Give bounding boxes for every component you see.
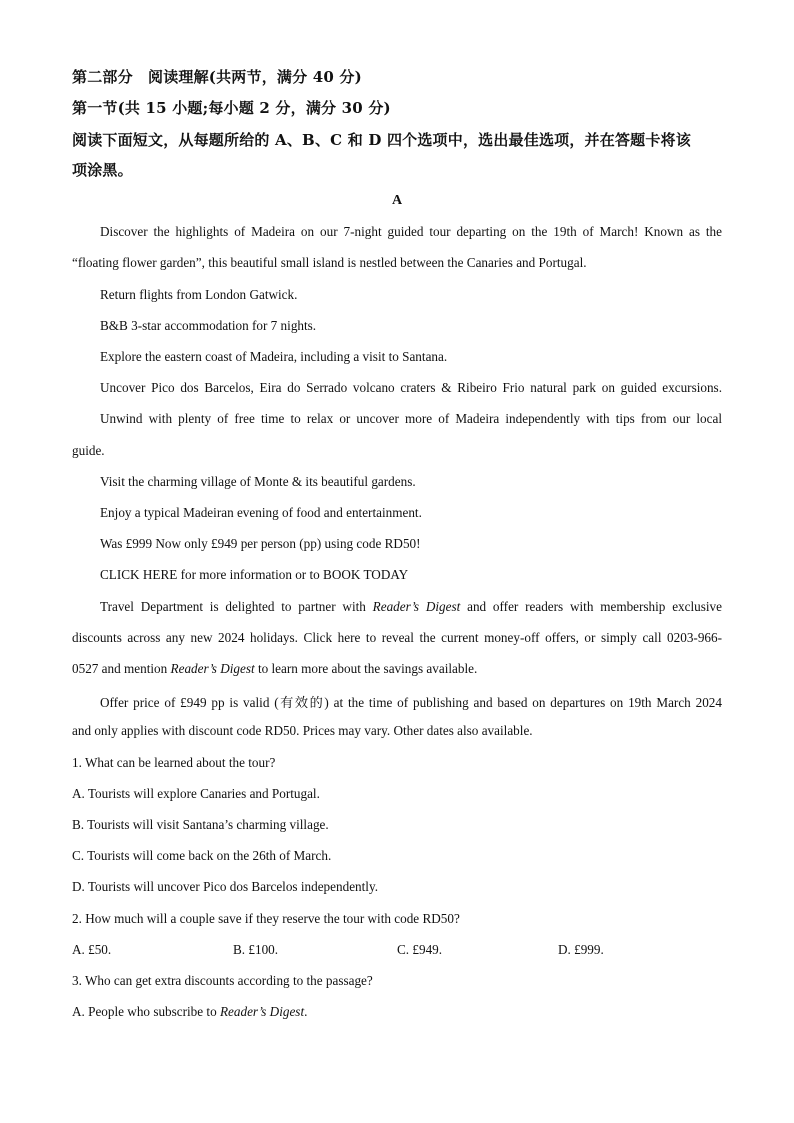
- question-2-option-d: D. £999.: [558, 942, 604, 957]
- travel-line-2: discounts across any new 2024 holidays. Click here to reveal the current money-off offers, or simply call 0203-966-: [72, 630, 722, 645]
- part-title: 第二部分 阅读理解(共两节，满分 40 分): [72, 68, 362, 86]
- question-2-stem: 2. How much will a couple save if they reserve the tour with code RD50?: [72, 911, 460, 926]
- question-1-option-b: B. Tourists will visit Santana’s charming village.: [72, 817, 329, 832]
- travel-line-1: Travel Department is delighted to partner with Reader’s Digest and offer readers with membership exclusive: [100, 599, 722, 614]
- instructions-line-1: 阅读下面短文，从每题所给的 A、B、C 和 D 四个选项中，选出最佳选项，并在答题卡将该: [72, 131, 691, 149]
- tour-item-price: Was £999 Now only £949 per person (pp) using code RD50!: [100, 536, 421, 551]
- question-1-option-d: D. Tourists will uncover Pico dos Barcelos independently.: [72, 879, 379, 894]
- tour-item-click-here: CLICK HERE for more information or to BOOK TODAY: [100, 567, 409, 582]
- question-1-option-c: C. Tourists will come back on the 26th of March.: [72, 848, 332, 863]
- instructions-line-2: 项涂黑。: [72, 161, 133, 179]
- question-2-option-a: A. £50.: [72, 942, 112, 957]
- question-2-option-b: B. £100.: [233, 942, 279, 957]
- tour-unwind-line-1: Unwind with plenty of free time to relax or uncover more of Madeira independently with tips from our local: [100, 411, 722, 426]
- tour-item-excursions: Uncover Pico dos Barcelos, Eira do Serrado volcano craters & Ribeiro Frio natural park on guided excursions.: [100, 380, 722, 395]
- passage-intro-line-2: “floating flower garden”, this beautiful small island is nestled between the Canaries and Portugal.: [72, 255, 587, 270]
- tour-item-flights: Return flights from London Gatwick.: [100, 287, 298, 302]
- offer-line-2: and only applies with discount code RD50. Prices may vary. Other dates also available.: [72, 723, 533, 738]
- question-1-stem: 1. What can be learned about the tour?: [72, 755, 276, 770]
- section-title: 第一节(共 15 小题;每小题 2 分，满分 30 分): [72, 99, 391, 117]
- tour-item-evening: Enjoy a typical Madeiran evening of food and entertainment.: [100, 505, 422, 520]
- travel-line-3: 0527 and mention Reader’s Digest to learn more about the savings available.: [72, 661, 478, 676]
- question-2-option-c: C. £949.: [397, 942, 443, 957]
- question-3-stem: 3. Who can get extra discounts according to the passage?: [72, 973, 373, 988]
- question-3-option-a: A. People who subscribe to Reader’s Digest.: [72, 1004, 308, 1019]
- offer-line-1: Offer price of £949 pp is valid (有效的) at the time of publishing and based on departures on 19th March 2024: [100, 695, 722, 710]
- tour-unwind-line-2: guide.: [72, 443, 105, 458]
- tour-item-eastern-coast: Explore the eastern coast of Madeira, including a visit to Santana.: [100, 349, 448, 364]
- question-1-option-a: A. Tourists will explore Canaries and Portugal.: [72, 786, 320, 801]
- passage-intro-line-1: Discover the highlights of Madeira on our 7-night guided tour departing on the 19th of March! Known as the: [100, 224, 722, 239]
- tour-item-accommodation: B&B 3-star accommodation for 7 nights.: [100, 318, 317, 333]
- passage-label: A: [391, 193, 403, 208]
- tour-item-monte: Visit the charming village of Monte & its beautiful gardens.: [100, 474, 416, 489]
